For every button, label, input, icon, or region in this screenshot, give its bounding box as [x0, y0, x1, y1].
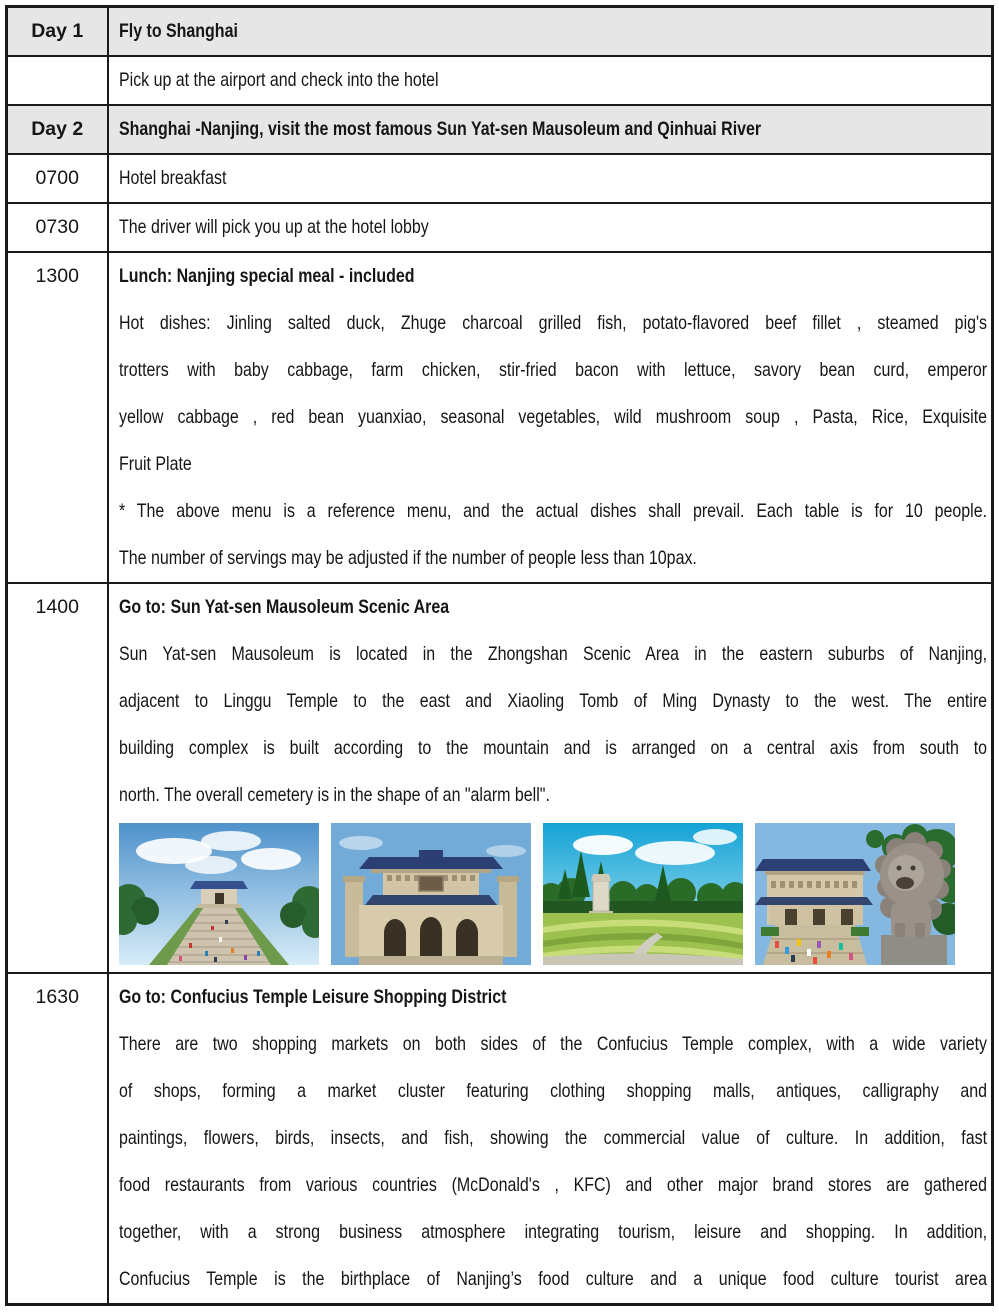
detail-cell	[108, 203, 993, 252]
time-label: 0700	[35, 167, 79, 189]
text-line: of shops, forming a market cluster featuring clothing shopping malls, antiques, calligraphy and	[118, 1080, 987, 1102]
time-cell	[7, 252, 108, 583]
sun-yat-sen-mausoleum-gate-photo	[331, 823, 531, 965]
detail-cell	[108, 583, 993, 973]
mausoleum-memorial-park-lawn-photo	[543, 823, 743, 965]
text-line: There are two shopping markets on both sides of the Confucius Temple complex, with a wide variety	[118, 1033, 987, 1055]
time-label: 1630	[35, 986, 79, 1008]
table-row-pickup	[7, 56, 993, 105]
text-line: yellow cabbage , red bean yuanxiao, seasonal vegetables, wild mushroom soup , Pasta, Rice, Exquisite	[118, 406, 987, 428]
text-line: Hotel breakfast	[118, 167, 226, 189]
table-row-day2	[7, 105, 993, 154]
table-row-0730	[7, 203, 993, 252]
text-line: trotters with baby cabbage, farm chicken, stir-fried bacon with lettuce, savory bean curd, emperor	[118, 359, 987, 381]
text-line: Sun Yat-sen Mausoleum is located in the Zhongshan Scenic Area in the eastern suburbs of Nanjing,	[118, 643, 987, 665]
time-cell	[7, 154, 108, 203]
text-line: Pick up at the airport and check into the hotel	[118, 69, 439, 91]
text-line: adjacent to Linggu Temple to the east and Xiaoling Tomb of Ming Dynasty to the west. The entire	[118, 690, 987, 712]
detail-cell	[108, 7, 993, 57]
time-label: 1300	[35, 265, 79, 287]
activity-heading: Lunch: Nanjing special meal - included	[118, 265, 414, 287]
text-line: Fruit Plate	[118, 453, 192, 475]
text-line: Hot dishes: Jinling salted duck, Zhuge charcoal grilled fish, potato-flavored beef fillet , steamed pig's	[118, 312, 987, 334]
text-line: north. The overall cemetery is in the shape of an "alarm bell".	[118, 784, 550, 806]
activity-heading: Go to: Confucius Temple Leisure Shopping District	[118, 986, 506, 1008]
text-line: Confucius Temple is the birthplace of Nanjing’s food culture and a unique food culture tourist area	[118, 1268, 987, 1290]
day-label: Day 2	[31, 118, 84, 140]
sun-yat-sen-mausoleum-stairway-photo	[119, 823, 319, 965]
day-heading: Fly to Shanghai	[118, 20, 238, 42]
table-row-1400	[7, 583, 993, 973]
detail-cell	[108, 105, 993, 154]
day-cell	[7, 105, 108, 154]
text-line: paintings, flowers, birds, insects, and fish, showing the commercial value of culture. In addition, fast	[118, 1127, 987, 1149]
text-line: * The above menu is a reference menu, and the actual dishes shall prevail. Each table is for 10 people.	[118, 500, 987, 522]
detail-cell	[108, 154, 993, 203]
time-cell	[7, 203, 108, 252]
time-label: 1400	[35, 596, 79, 618]
time-label: 0730	[35, 216, 79, 238]
stone-lion-statue-photo	[755, 823, 955, 965]
day-heading: Shanghai -Nanjing, visit the most famous Sun Yat-sen Mausoleum and Qinhuai River	[118, 118, 761, 140]
table-row-1300	[7, 252, 993, 583]
time-cell	[7, 56, 108, 105]
text-line: The number of servings may be adjusted if the number of people less than 10pax.	[118, 547, 697, 569]
text-line: together, with a strong business atmosphere integrating tourism, leisure and shopping. In addition,	[118, 1221, 987, 1243]
photo-strip	[119, 823, 982, 965]
itinerary-table	[5, 5, 994, 1306]
day-label: Day 1	[31, 20, 84, 42]
time-cell	[7, 583, 108, 973]
text-line: The driver will pick you up at the hotel lobby	[118, 216, 429, 238]
activity-heading: Go to: Sun Yat-sen Mausoleum Scenic Area	[118, 596, 449, 618]
day-cell	[7, 7, 108, 57]
detail-cell	[108, 56, 993, 105]
detail-cell	[108, 973, 993, 1305]
text-line: building complex is built according to the mountain and is arranged on a central axis from south to	[118, 737, 987, 759]
time-cell	[7, 973, 108, 1305]
table-row-1630	[7, 973, 993, 1305]
table-row-0700	[7, 154, 993, 203]
detail-cell	[108, 252, 993, 583]
table-row-day1	[7, 7, 993, 57]
text-line: food restaurants from various countries (McDonald's , KFC) and other major brand stores are gathered	[118, 1174, 987, 1196]
